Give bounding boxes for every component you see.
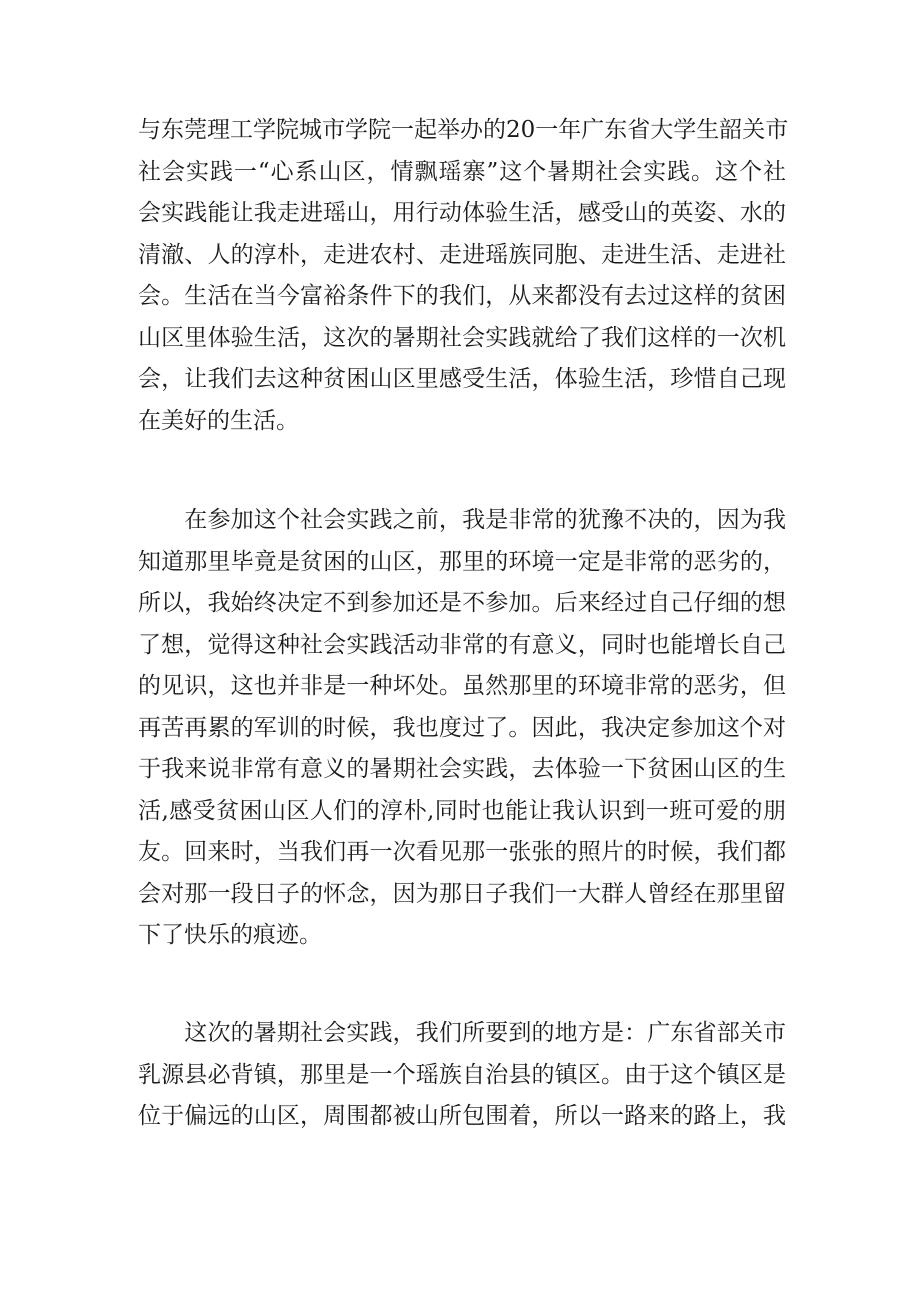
- text-line: 的见识，这也并非是一种坏处。虽然那里的环境非常的恶劣，但: [138, 673, 786, 699]
- text-line: 会对那一段日子的怀念，因为那日子我们一大群人曾经在那里留: [138, 880, 786, 907]
- text-line: 友。回来时，当我们再一次看见那一张张的照片的时候，我们都: [138, 839, 786, 865]
- text-line: 山区里体验生活，这次的暑期社会实践就给了我们这样的一次机: [138, 324, 786, 351]
- paragraph-1: [138, 110, 789, 442]
- text-line: 位于偏远的山区，周围都被山所包围着，所以一路来的路上，我: [138, 1103, 786, 1129]
- text-line: 会实践能让我走进瑶山，用行动体验生活，感受山的英姿、水的: [138, 200, 786, 226]
- paragraph-3: [138, 1013, 786, 1138]
- text-line: 社会实践一“心系山区，情飘瑶寨”这个暑期社会实践。这个社: [138, 158, 786, 185]
- text-line: 再苦再累的军训的时候，我也度过了。因此，我决定参加这个对: [138, 714, 786, 741]
- paragraph-2: [138, 500, 786, 957]
- text-line: 在参加这个社会实践之前，我是非常的犹豫不决的，因为我: [138, 507, 786, 533]
- text-line: 清澈、人的淳朴，走进农村、走进瑶族同胞、走进生活、走进社: [138, 241, 786, 268]
- text-line: 乳源县必背镇，那里是一个瑶族自治县的镇区。由于这个镇区是: [138, 1061, 786, 1088]
- text-line: 所以，我始终决定不到参加还是不参加。后来经过自己仔细的想: [138, 590, 786, 616]
- text-line: 这次的暑期社会实践，我们所要到的地方是：广东省部关市: [138, 1020, 786, 1046]
- text-line: 会，让我们去这种贫困山区里感受生活，体验生活，珍惜自己现: [138, 366, 786, 392]
- text-line: 在美好的生活。: [138, 407, 299, 434]
- text-line: 下了快乐的痕迹。: [138, 922, 322, 948]
- text-line: 活,感受贫困山区人们的淳朴,同时也能让我认识到一班可爱的朋: [138, 797, 786, 824]
- text-line: 会。生活在当今富裕条件下的我们，从来都没有去过这样的贫困: [138, 283, 786, 309]
- text-line: 知道那里毕竟是贫困的山区，那里的环境一定是非常的恶劣的，: [138, 548, 786, 575]
- text-line: 与东莞理工学院城市学院一起举办的20一年广东省大学生韶关市: [138, 117, 789, 143]
- text-line: 于我来说非常有意义的暑期社会实践，去体验一下贫困山区的生: [138, 756, 786, 782]
- text-line: 了想，觉得这种社会实践活动非常的有意义，同时也能增长自己: [138, 631, 786, 658]
